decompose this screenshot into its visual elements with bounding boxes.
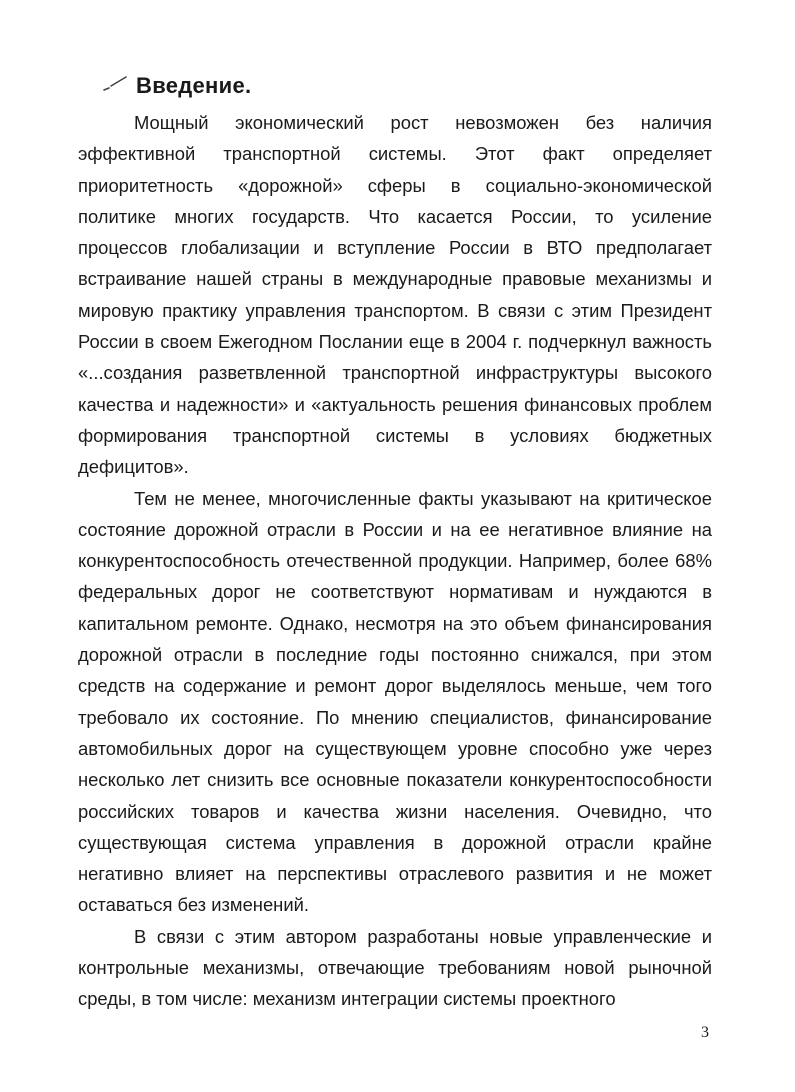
- paragraph: Тем не менее, многочисленные факты указывают на критическое состояние дорожной отрасли в России и на ее негативное влияние на конкурентоспособность отечественной продукции. Например, более 68% федеральных дорог не соответствуют нормативам и нуждаются в капитальном ремонте. Однако, несмотря на это объем финансирования дорожной отрасли в последние годы постоянно снижался, при этом средств на содержание и ремонт дорог выделялось меньше, чем того требовало их состояние. По мнению специалистов, финансирование автомобильных дорог на существующем уровне способно уже через несколько лет снизить все основные показатели конкурентоспособности российских товаров и качества жизни населения. Очевидно, что существующая система управления в дорожной отрасли крайне негативно влияет на перспективы отраслевого развития и не может оставаться без изменений.: [78, 487, 712, 916]
- page-number: 3: [701, 1024, 709, 1041]
- pen-check-mark-icon: [102, 74, 128, 94]
- paragraph: В связи с этим автором разработаны новые управленческие и контрольные механизмы, отвечающие требованиям новой рыночной среды, в том числе: механизм интеграции системы проектного: [78, 925, 712, 1010]
- body-text: [78, 107, 712, 1015]
- paragraph: Мощный экономический рост невозможен без наличия эффективной транспортной системы. Этот факт определяет приоритетность «дорожной» сферы в социально-экономической политике многих государств. Что касается России, то усиление процессов глобализации и вступление России в ВТО предполагает встраивание нашей страны в международные правовые механизмы и мировую практику управления транспортом. В связи с этим Президент России в своем Ежегодном Послании еще в 2004 г. подчеркнул важность «...создания разветвленной транспортной инфраструктуры высокого качества и надежности» и «актуальность решения финансовых проблем формирования транспортной системы в условиях бюджетных дефицитов».: [78, 112, 712, 478]
- page-heading: Введение.: [136, 73, 252, 98]
